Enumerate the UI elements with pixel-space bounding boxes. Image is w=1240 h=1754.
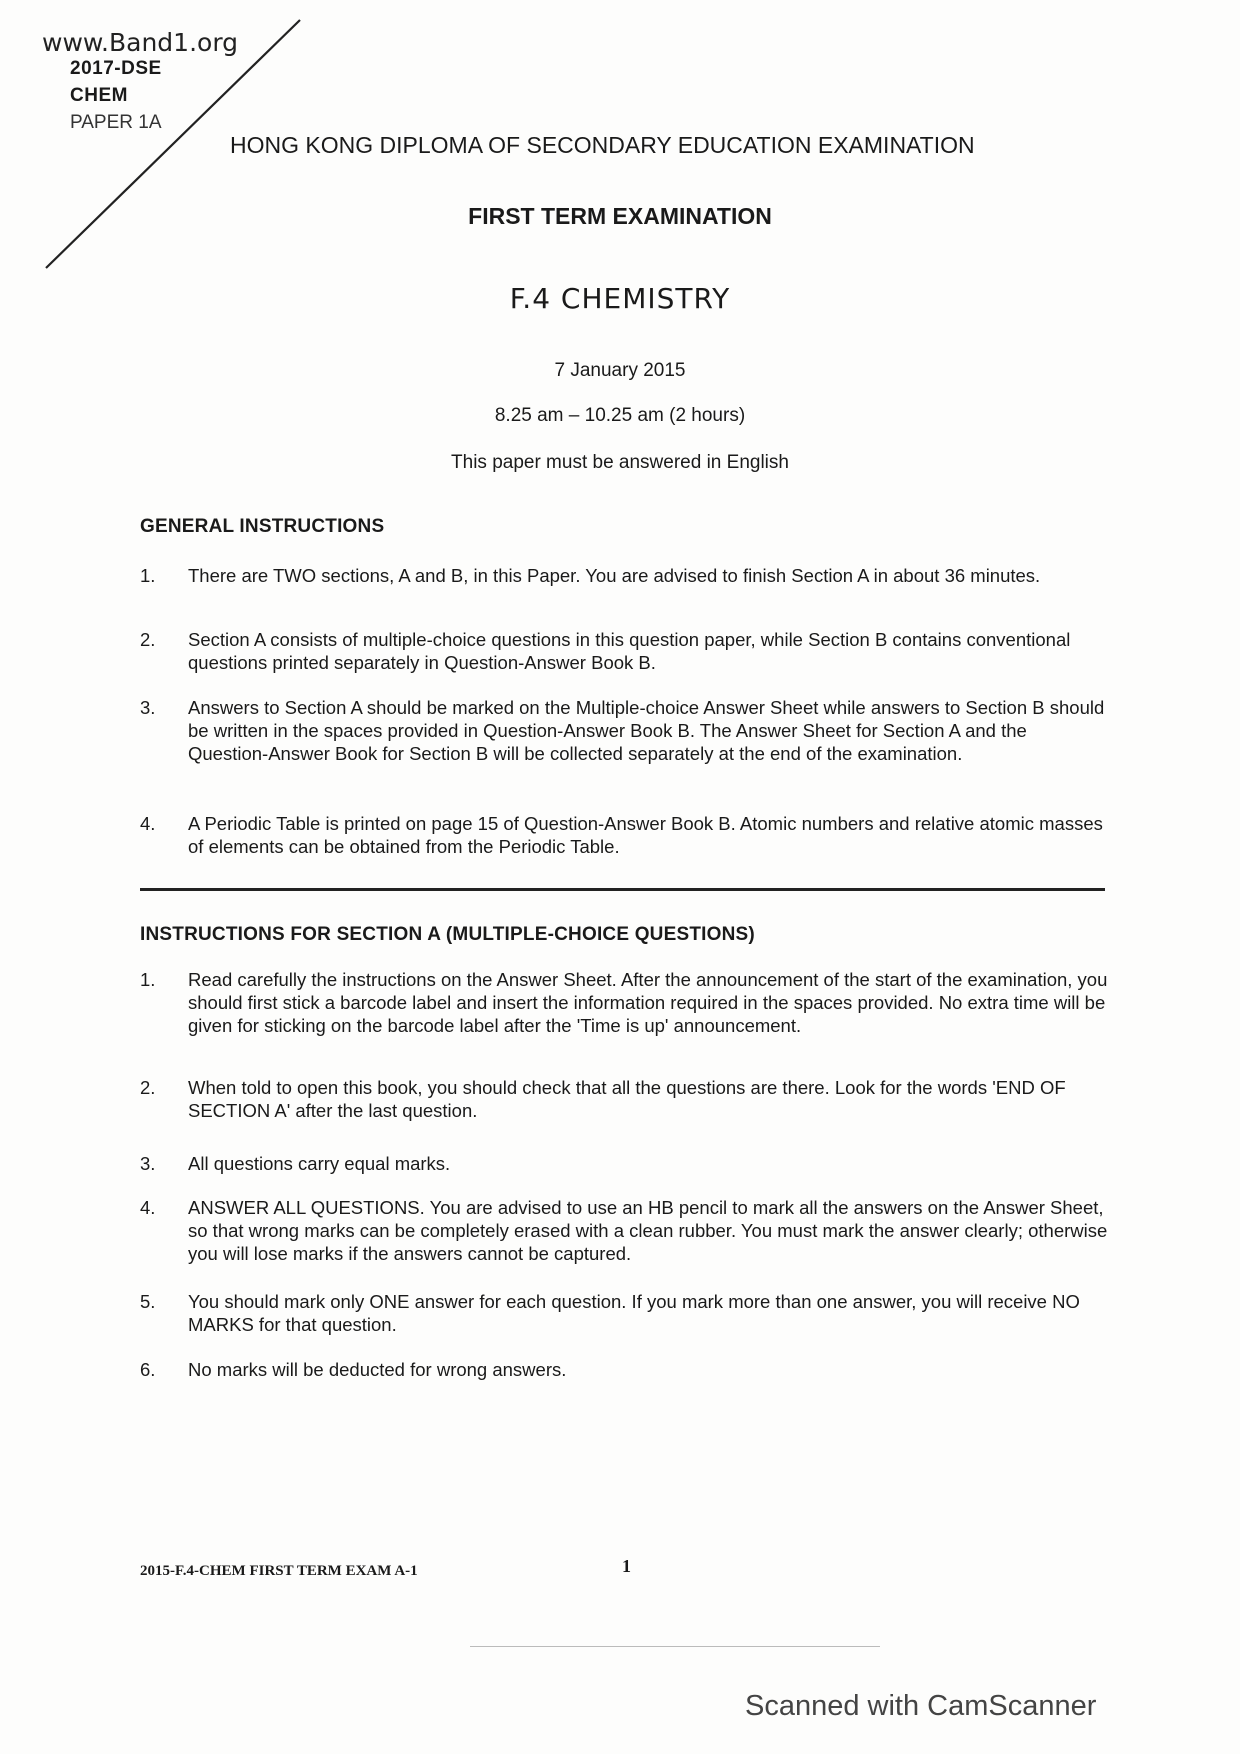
section-a-heading: INSTRUCTIONS FOR SECTION A (MULTIPLE-CHOICE QUESTIONS)	[140, 924, 755, 945]
page-number: 1	[622, 1556, 631, 1576]
general-instructions-heading: GENERAL INSTRUCTIONS	[140, 516, 385, 537]
subject-title: F.4 CHEMISTRY	[509, 282, 731, 315]
footer-exam-code: 2015-F.4-CHEM FIRST TERM EXAM A-1	[140, 1563, 418, 1579]
page-edge-line	[470, 1646, 880, 1647]
exam-page: www.Band1.org 2017-DSE CHEM PAPER 1A HONG KONG DIPLOMA OF SECONDARY EDUCATION EXAMINATION FIRST TERM EXAMINATION F.4 CHEMISTRY 7 January 2015 8.25 am – 10.25 am (2 hours) This paper must be answered in English GENERAL INSTRUCTIONS 1. There are TWO sections, A and B, in this Paper. You are advised to finish Section A in about 36 minutes. 2. Section A consists of multiple-choice questions in this question paper, while Section B contains conventional questions printed separately in Question-Answer Book B. 3. Answers to Section A should be marked on the Multiple-choice Answer Sheet while answers to Section B should be written in the spaces provided in Question-Answer Book B. The Answer Sheet for Section A and the Question-Answer Book for Section B will be collected separately at the end of the examination. 4. A Periodic Table is printed on page 15 of Question-Answer Book B. Atomic numbers and relative atomic masses of elements can be obtained from the Periodic Table. INSTRUCTIONS FOR SECTION A (MULTIPLE-CHOICE QUESTIONS) 1. Read carefully the instructions on the Answer Sheet. After the announcement of the start of the examination, you should first stick a barcode label and insert the information required in the spaces provided. No extra time will be given for sticking on the barcode label after the 'Time is up' announcement. 2. When told to open this book, you should check that all the questions are there. Look for the words 'END OF SECTION A' after the last question. 3. All questions carry equal marks. 4. ANSWER ALL QUESTIONS. You are advised to use an HB pencil to mark all the answers on the Answer Sheet, so that wrong marks can be completely erased with a clean rubber. You must mark the answer clearly; otherwise you will lose marks if the answers cannot be captured. 5. You should mark only ONE answer for each question. If you mark more than one answer, you will receive NO MARKS for that question. 6. No marks will be deducted for wrong answers. 2015-F.4-CHEM FIRST TERM EXAM A-1 1 Scanned with CamScanner	[0, 0, 1240, 1754]
section-divider	[140, 888, 1105, 891]
exam-time: 8.25 am – 10.25 am (2 hours)	[494, 405, 746, 426]
language-note: This paper must be answered in English	[451, 452, 789, 473]
watermark-site: www.Band1.org	[42, 28, 239, 57]
paper-code-paper: PAPER 1A	[70, 112, 162, 133]
exam-date: 7 January 2015	[554, 360, 686, 381]
paper-code-subject: CHEM	[70, 85, 128, 106]
exam-term-title: FIRST TERM EXAMINATION	[468, 203, 772, 229]
scanner-watermark: Scanned with CamScanner	[745, 1690, 1097, 1722]
paper-code-year: 2017-DSE	[70, 58, 162, 79]
exam-authority-title: HONG KONG DIPLOMA OF SECONDARY EDUCATION EXAMINATION	[230, 132, 975, 158]
